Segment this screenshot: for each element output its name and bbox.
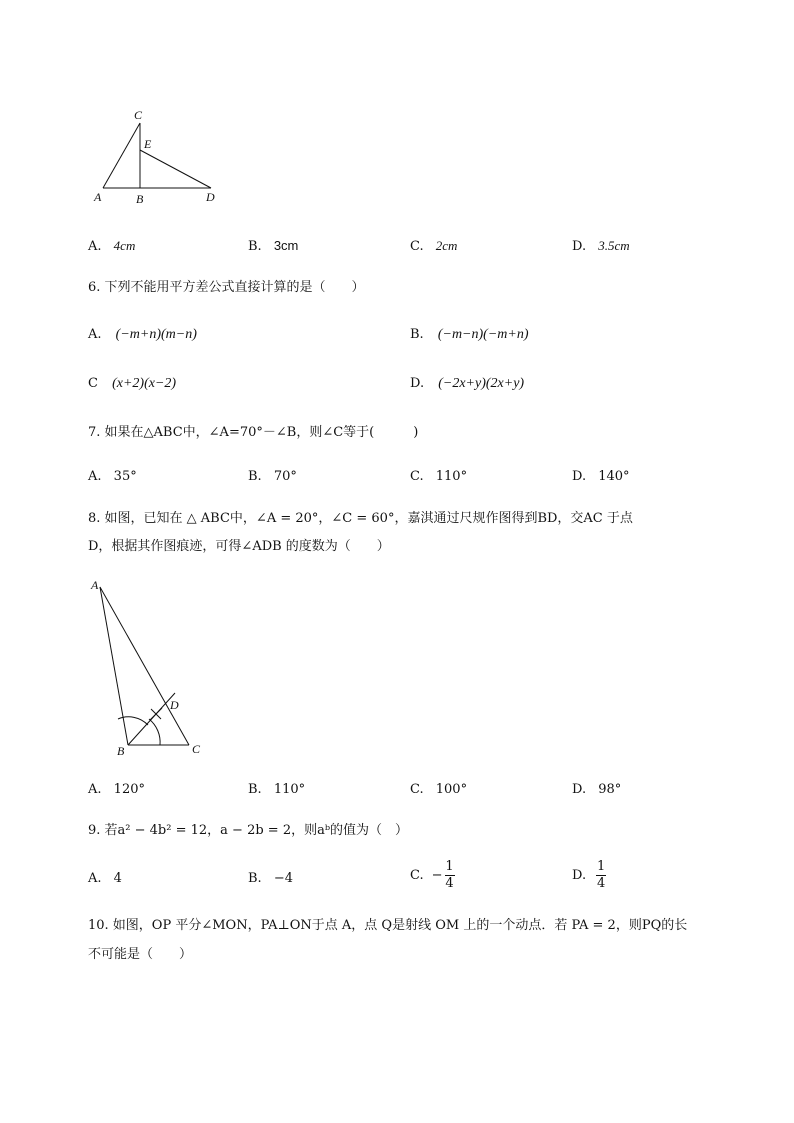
figure-triangle-abc-construction (88, 575, 213, 760)
q6-option-b[interactable]: B. (−m−n)(−m+n) (410, 327, 529, 342)
q9-option-c-fraction: $\frac{1}{4}$ (445, 859, 454, 891)
q9-option-d-fraction: $\frac{1}{4}$ (596, 859, 606, 891)
q5-option-c[interactable]: C. 2cm (410, 238, 458, 254)
q6-option-a[interactable]: A. (−m+n)(m−n) (88, 327, 197, 342)
fig2-label-d: D (170, 698, 179, 712)
q8-option-b[interactable]: B. 110° (248, 782, 306, 797)
fig2-label-a: A (91, 578, 99, 592)
q8-option-c[interactable]: C. 100° (410, 782, 468, 797)
q8-option-a[interactable]: A. 120° (88, 782, 145, 797)
fig1-label-b: B (136, 192, 144, 206)
q8-option-d[interactable]: D. 98° (572, 782, 622, 797)
fig1-label-e: E (144, 137, 152, 151)
figure-triangle-abcde (90, 105, 230, 210)
fig1-label-c: C (134, 108, 143, 122)
q10-stem-line1: 10. 如图，OP 平分∠MON，PA⊥ON于点 A，点 Q是射线 OM 上的一个动点．若 PA = 2，则PQ的长 (88, 918, 688, 933)
q10-stem-line2: 不可能是（ ） (88, 947, 193, 962)
q6-stem: 6. 下列不能用平方差公式直接计算的是（ ） (88, 280, 365, 295)
q7-option-d[interactable]: D. 140° (572, 469, 630, 484)
q7-stem: 7. 如果在△ABC中，∠A=70°－∠B，则∠C等于( ) (88, 425, 419, 440)
q9-option-b[interactable]: B. −4 (248, 871, 293, 886)
q9-stem: 9. 若a² − 4b² = 12，a − 2b = 2，则aᵇ的值为（ ） (88, 823, 409, 838)
q9-option-a[interactable]: A. 4 (88, 871, 122, 886)
fig1-label-a: A (94, 190, 102, 204)
q5-option-a[interactable]: A. 4cm (88, 238, 136, 254)
q8-stem-line1: 8. 如图，已知在 △ ABC中，∠A = 20°，∠C = 60°，嘉淇通过尺规作图得到BD，交AC 于点 (88, 511, 633, 526)
fig2-label-c: C (192, 742, 201, 756)
q7-option-c[interactable]: C. 110° (410, 469, 468, 484)
q9-option-d[interactable]: D. $\frac{1}{4}$ (572, 859, 606, 891)
q7-option-a[interactable]: A. 35° (88, 469, 137, 484)
fig1-label-d: D (206, 190, 215, 204)
q9-option-c[interactable]: C. − $\frac{1}{4}$ (410, 859, 454, 891)
fig2-label-b: B (117, 744, 125, 758)
q5-option-b[interactable]: B. 3cm (248, 238, 299, 254)
q5-option-d[interactable]: D. 3.5cm (572, 238, 630, 254)
q6-option-c[interactable]: C (x+2)(x−2) (88, 376, 177, 391)
q7-option-b[interactable]: B. 70° (248, 469, 297, 484)
q6-option-d[interactable]: D. (−2x+y)(2x+y) (410, 376, 525, 391)
q8-stem-line2: D，根据其作图痕迹，可得∠ADB 的度数为（ ） (88, 539, 390, 554)
